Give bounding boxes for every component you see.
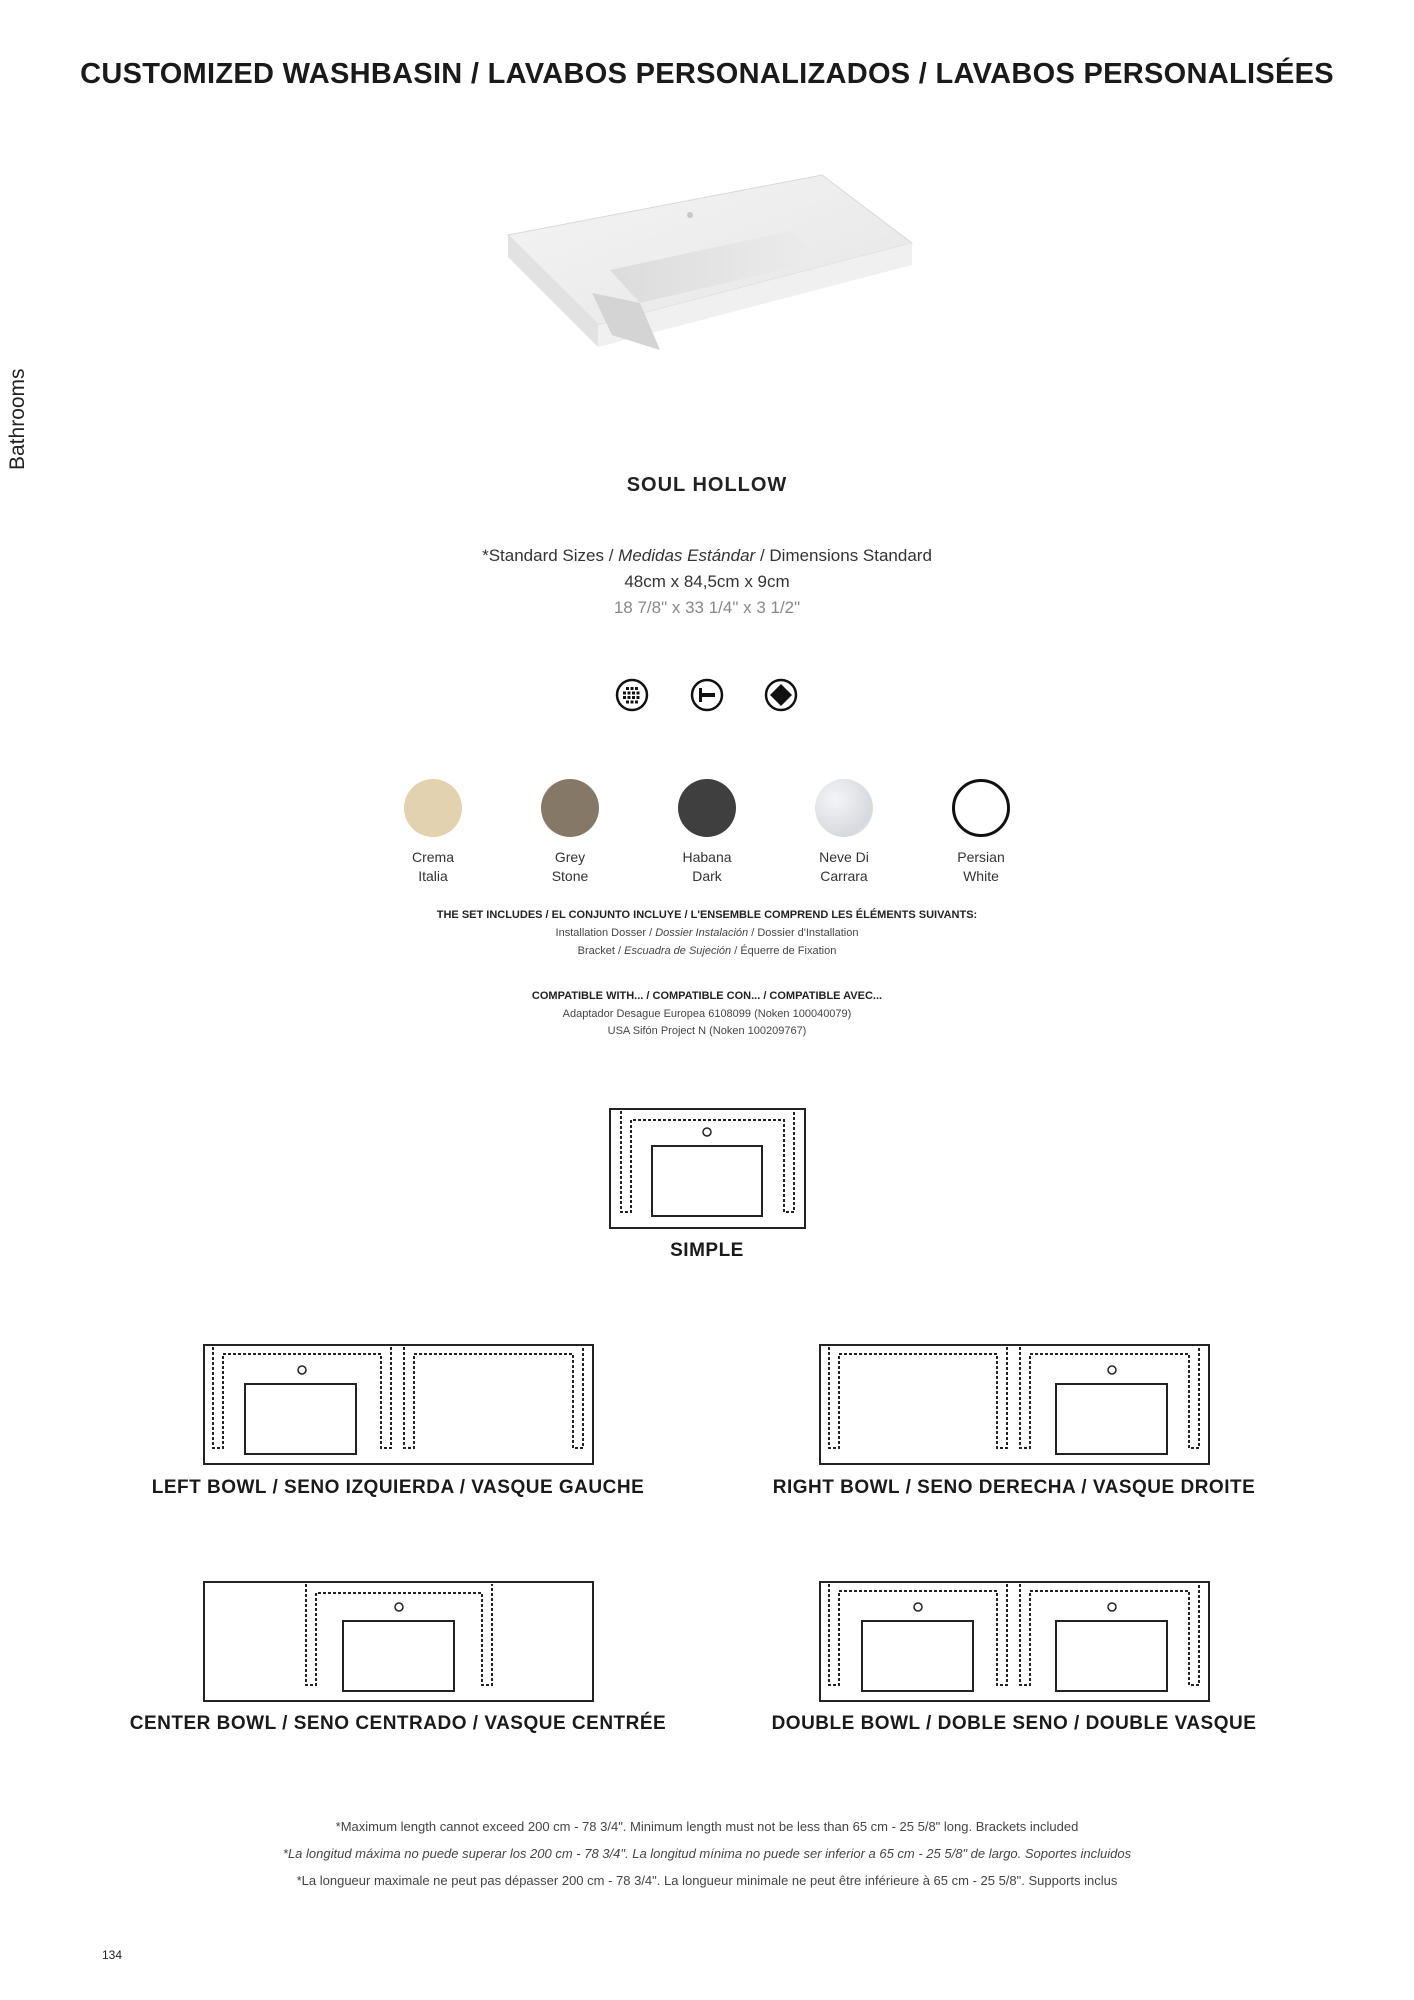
compatible-item: USA Sifón Project N (Noken 100209767): [607, 1025, 807, 1037]
drain-grid-icon: [615, 678, 649, 712]
swatch-label-crema-italia: Crema Italia: [411, 849, 454, 884]
caption-left-bowl: LEFT BOWL / SENO IZQUIERDA / VASQUE GAUCHE: [151, 1477, 645, 1498]
diagram-center-bowl: [203, 1581, 594, 1702]
swatch-grey-stone: [541, 779, 599, 837]
swatch-label-persian-white: Persian White: [957, 849, 1005, 884]
footnote-fr: *La longueur maximale ne peut pas dépasser 200 cm - 78 3/4". La longueur minimale ne peut être inférieure à 65 cm - 25 5/8". Supports inclus: [296, 1873, 1118, 1888]
footnote-en: *Maximum length cannot exceed 200 cm - 78 3/4". Minimum length must not be less than 65 cm - 25 5/8" long. Brackets included: [335, 1819, 1079, 1834]
size-imperial: 18 7/8" x 33 1/4" x 3 1/2": [613, 598, 801, 617]
size-metric: 48cm x 84,5cm x 9cm: [624, 572, 790, 591]
caption-simple: SIMPLE: [670, 1240, 744, 1261]
diagram-double-bowl: [819, 1581, 1210, 1702]
swatch-label-neve-di-carrara: Neve Di Carrara: [819, 849, 869, 884]
diagram-left-bowl: [203, 1344, 594, 1465]
page-number: 134: [102, 1948, 123, 1962]
diamond-icon: [764, 678, 798, 712]
swatch-crema-italia: [404, 779, 462, 837]
standard-sizes-label: *Standard Sizes / Medidas Estándar / Dimensions Standard: [482, 546, 932, 565]
set-includes-heading: THE SET INCLUDES / EL CONJUNTO INCLUYE / L'ENSEMBLE COMPREND LES ÉLÉMENTS SUIVANTS:: [436, 909, 978, 921]
compatible-item: Adaptador Desague Europea 6108099 (Noken 100040079): [562, 1008, 852, 1020]
product-name: SOUL HOLLOW: [626, 474, 788, 496]
set-includes-item: Installation Dosser / Dossier Instalación / Dossier d'Installation: [555, 927, 859, 939]
swatch-persian-white: [952, 779, 1010, 837]
caption-center-bowl: CENTER BOWL / SENO CENTRADO / VASQUE CENTRÉE: [129, 1713, 667, 1734]
diagram-simple: [609, 1108, 806, 1229]
footnote-es: *La longitud máxima no puede superar los 200 cm - 78 3/4". La longitud mínima no puede ser inferior a 65 cm - 25 5/8" de largo. Soportes incluidos: [282, 1846, 1132, 1861]
caption-double-bowl: DOUBLE BOWL / DOBLE SENO / DOUBLE VASQUE: [771, 1713, 1257, 1734]
caption-right-bowl: RIGHT BOWL / SENO DERECHA / VASQUE DROITE: [772, 1477, 1256, 1498]
diagram-right-bowl: [819, 1344, 1210, 1465]
compatible-heading: COMPATIBLE WITH... / COMPATIBLE CON... / COMPATIBLE AVEC...: [531, 990, 883, 1002]
washbasin-image: [500, 175, 920, 435]
swatch-label-habana-dark: Habana Dark: [682, 849, 732, 884]
swatch-habana-dark: [678, 779, 736, 837]
set-includes-item: Bracket / Escuadra de Sujeción / Équerre de Fixation: [577, 945, 837, 957]
bracket-icon: [690, 678, 724, 712]
page-title: CUSTOMIZED WASHBASIN / LAVABOS PERSONALIZADOS / LAVABOS PERSONALISÉES: [80, 58, 1334, 90]
swatch-label-grey-stone: Grey Stone: [551, 849, 589, 884]
swatch-neve-di-carrara: [815, 779, 873, 837]
section-side-label: Bathrooms: [6, 368, 29, 470]
